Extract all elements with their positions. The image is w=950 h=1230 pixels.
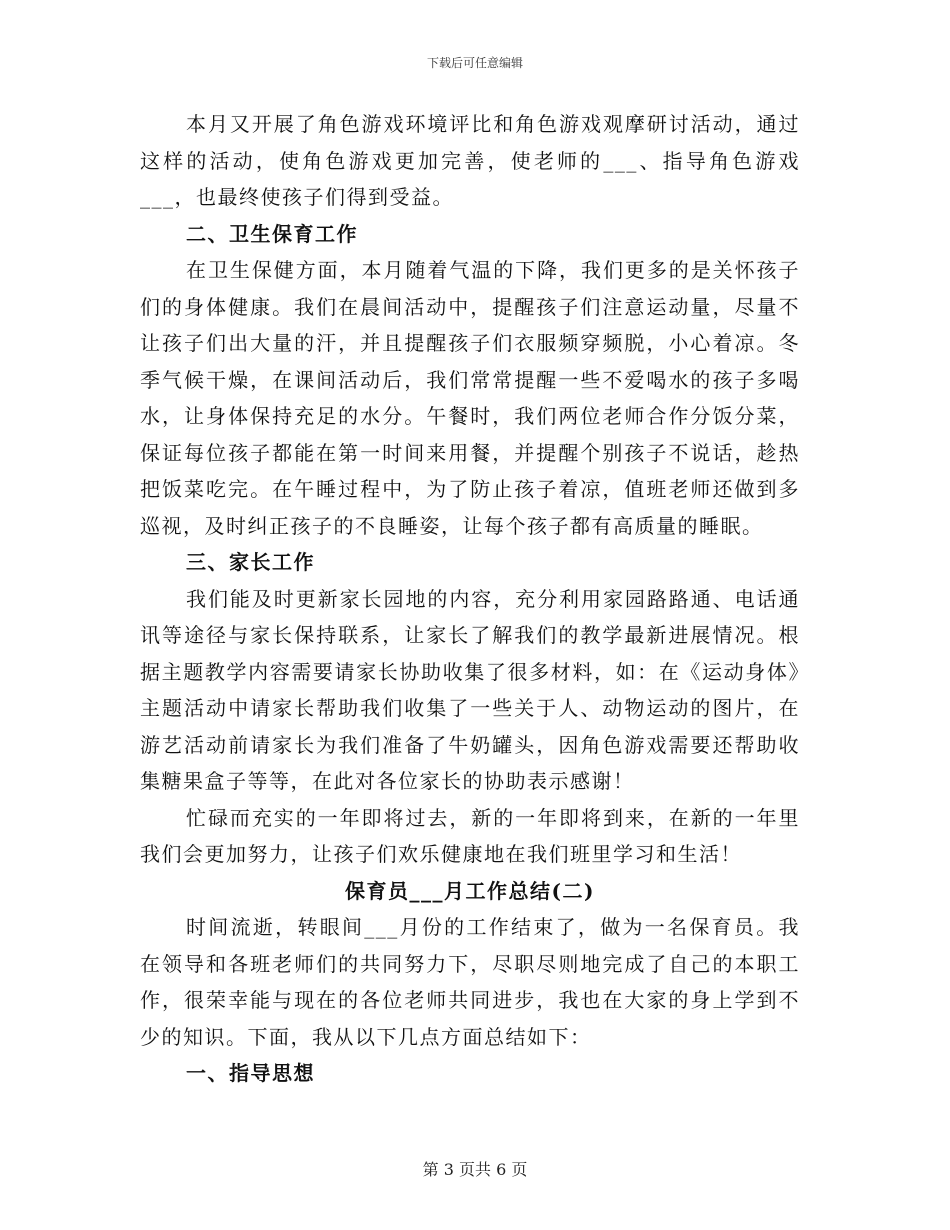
page-footer: 第 3 页共 6 页 (422, 1160, 528, 1179)
section-heading-guiding-ideology: 一、指导思想 (186, 1061, 315, 1085)
page-header: 下载后可任意编辑 (426, 56, 523, 70)
document-body (140, 106, 800, 1092)
section-heading-parent-work: 三、家长工作 (186, 550, 315, 574)
paragraph-role-play-activities: 本月又开展了角色游戏环境评比和角色游戏观摩研讨活动，通过这样的活动，使角色游戏更加完善，使老师的___、指导角色游戏___，也最终使孩子们得到受益。 (140, 112, 800, 209)
section-heading-hygiene-care: 二、卫生保育工作 (186, 221, 358, 246)
paragraph-hygiene-care: 在卫生保健方面，本月随着气温的下降，我们更多的是关怀孩子们的身体健康。我们在晨间活动中，提醒孩子们注意运动量，尽量不让孩子们出大量的汗，并且提醒孩子们衣服频穿频脱，小心着凉。冬季气候干燥，在课间活动后，我们常常提醒一些不爱喝水的孩子多喝水，让身体保持充足的水分。午餐时，我们两位老师合作分饭分菜，保证每位孩子都能在第一时间来用餐，并提醒个别孩子不说话，趁热把饭菜吃完。在午睡过程中，为了防止孩子着凉，值班老师还做到多巡视，及时纠正孩子的不良睡姿，让每个孩子都有高质量的睡眠。 (140, 258, 800, 538)
paragraph-intro-part-two: 时间流逝，转眼间___月份的工作结束了，做为一名保育员。我在领导和各班老师们的共同努力下，尽职尽则地完成了自己的本职工作，很荣幸能与现在的各位老师共同进步，我也在大家的身上学到不少的知识。下面，我从以下几点方面总结如下： (140, 915, 800, 1049)
paragraph-closing: 忙碌而充实的一年即将过去，新的一年即将到来，在新的一年里我们会更加努力，让孩子们欢乐健康地在我们班里学习和生活！ (140, 805, 800, 866)
document-title-part-two: 保育员___月工作总结(二) (345, 878, 595, 903)
paragraph-parent-work: 我们能及时更新家长园地的内容，充分利用家园路路通、电话通讯等途径与家长保持联系，让家长了解我们的教学最新进展情况。根据主题教学内容需要请家长协助收集了很多材料，如：在《运动身体》主题活动中请家长帮助我们收集了一些关于人、动物运动的图片，在游艺活动前请家长为我们准备了牛奶罐头，因角色游戏需要还帮助收集糖果盒子等等，在此对各位家长的协助表示感谢！ (140, 586, 800, 793)
